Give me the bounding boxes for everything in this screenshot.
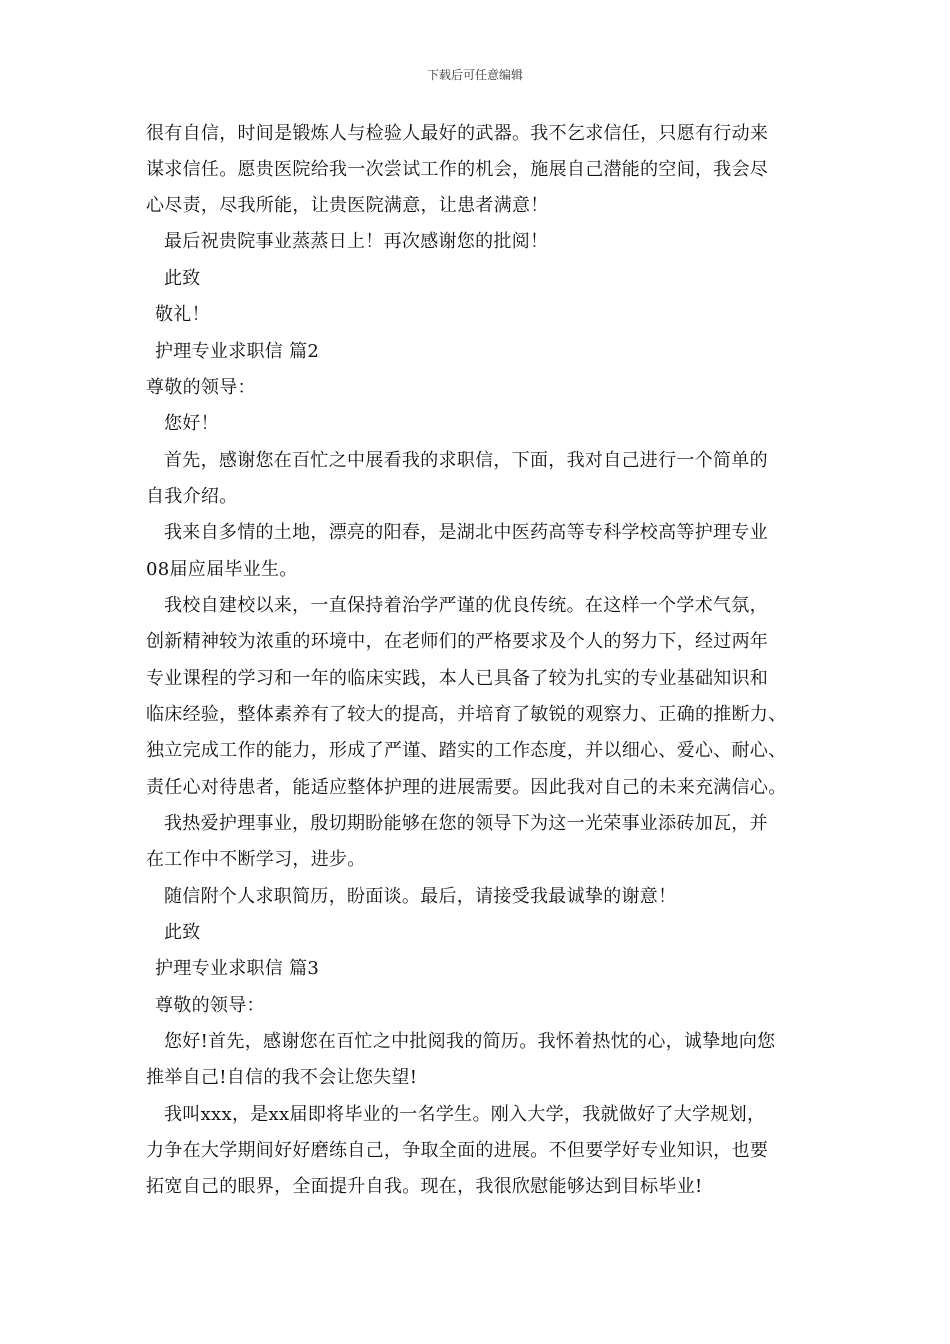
- text-line: 创新精神较为浓重的环境中，在老师们的严格要求及个人的努力下，经过两年: [146, 631, 769, 652]
- text-line: 我来自多情的土地，漂亮的阳春，是湖北中医药高等专科学校高等护理专业: [164, 522, 768, 543]
- text-line: 心尽责，尽我所能，让贵医院满意，让患者满意！: [146, 195, 549, 216]
- text-line: 敬礼！: [155, 304, 210, 325]
- salutation: 尊敬的领导：: [155, 995, 265, 1016]
- text-line: 推举自己!自信的我不会让您失望!: [146, 1067, 418, 1088]
- text-line: 很有自信，时间是锻炼人与检验人最好的武器。我不乞求信任，只愿有行动来: [146, 123, 769, 144]
- text-line: 随信附个人求职简历，盼面谈。最后，请接受我最诚挚的谢意！: [164, 886, 677, 907]
- text-line: 在工作中不断学习，进步。: [146, 849, 366, 870]
- text-line: 此致: [164, 268, 201, 289]
- greeting: 您好！: [164, 413, 219, 434]
- section-heading: 护理专业求职信 篇3: [155, 958, 320, 979]
- text-line: 08届应届毕业生。: [146, 559, 298, 580]
- text-line: 专业课程的学习和一年的临床实践，本人已具备了较为扎实的专业基础知识和: [146, 668, 769, 689]
- text-line: 首先，感谢您在百忙之中展看我的求职信，下面，我对自己进行一个简单的: [164, 450, 768, 471]
- text-line: 最后祝贵院事业蒸蒸日上！再次感谢您的批阅！: [164, 231, 549, 252]
- text-line: 我热爱护理事业，殷切期盼能够在您的领导下为这一光荣事业添砖加瓦，并: [164, 813, 768, 834]
- text-line: 我校自建校以来，一直保持着治学严谨的优良传统。在这样一个学术气氛，: [164, 595, 768, 616]
- text-line: 拓宽自己的眼界，全面提升自我。现在，我很欣慰能够达到目标毕业!: [146, 1176, 703, 1197]
- text-line: 我叫xxx，是xx届即将毕业的一名学生。刚入大学，我就做好了大学规划，: [164, 1104, 766, 1125]
- salutation: 尊敬的领导：: [146, 377, 256, 398]
- text-line: 您好!首先，感谢您在百忙之中批阅我的简历。我怀着热忱的心，诚挚地向您: [164, 1031, 776, 1052]
- text-line: 独立完成工作的能力，形成了严谨、踏实的工作态度，并以细心、爱心、耐心、: [146, 740, 787, 761]
- text-line: 此致: [164, 922, 201, 943]
- text-line: 责任心对待患者，能适应整体护理的进展需要。因此我对自己的未来充满信心。: [146, 777, 787, 798]
- text-line: 临床经验，整体素养有了较大的提高，并培育了敏锐的观察力、正确的推断力、: [146, 704, 787, 725]
- text-line: 力争在大学期间好好磨练自己，争取全面的进展。不但要学好专业知识，也要: [146, 1140, 769, 1161]
- text-line: 谋求信任。愿贵医院给我一次尝试工作的机会，施展自己潜能的空间，我会尽: [146, 159, 769, 180]
- section-heading: 护理专业求职信 篇2: [155, 341, 320, 362]
- text-line: 自我介绍。: [146, 486, 238, 507]
- page-header: 下载后可任意编辑: [426, 68, 523, 82]
